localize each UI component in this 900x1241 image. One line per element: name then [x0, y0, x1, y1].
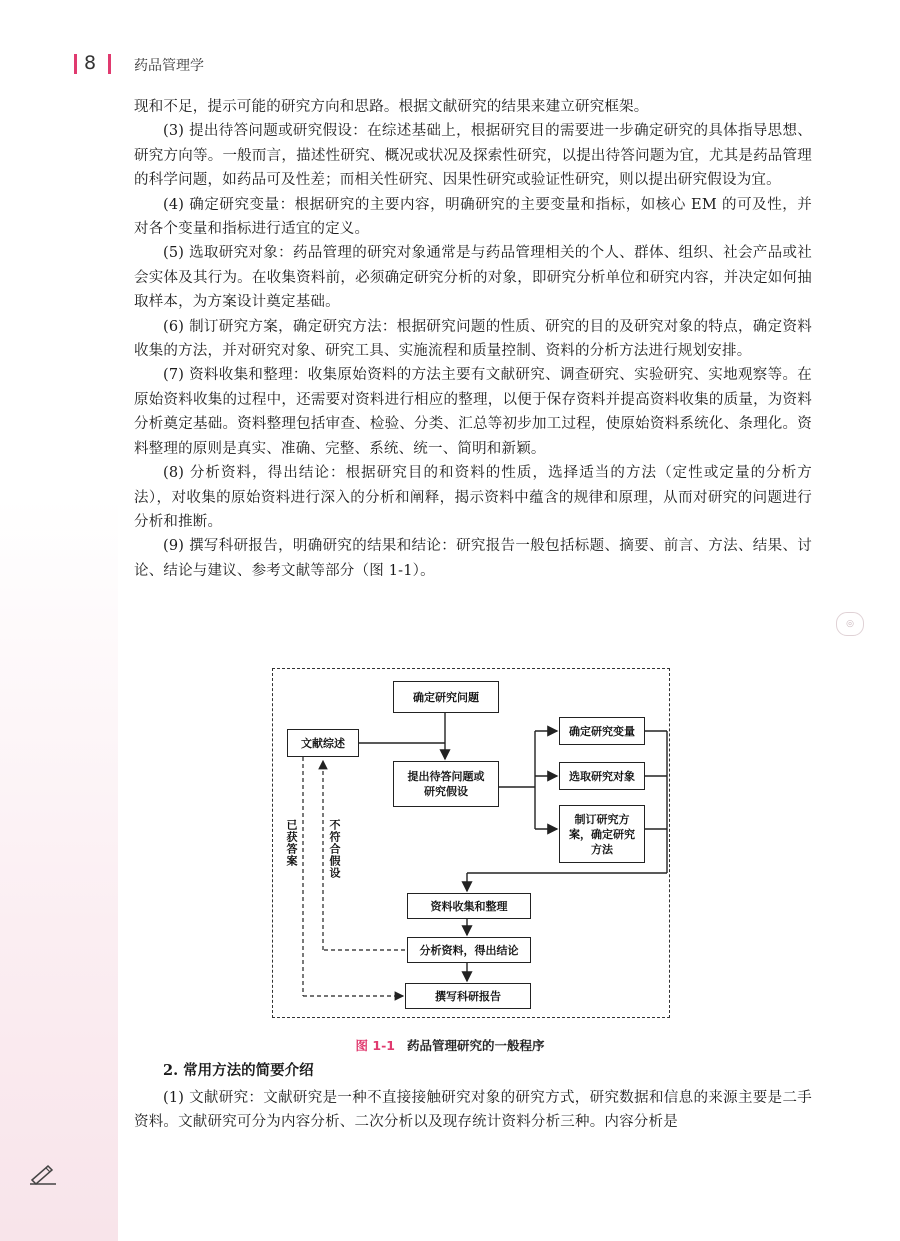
page-number: 8: [84, 52, 97, 74]
pen-icon: [26, 1162, 64, 1188]
page-margin-tint: [0, 0, 118, 1241]
body-text: [134, 95, 812, 583]
header-bar-left: [74, 54, 77, 74]
box-subjects: 选取研究对象: [559, 762, 645, 790]
box-define-problem: 确定研究问题: [393, 681, 499, 713]
book-title: 药品管理学: [134, 58, 204, 74]
box-plan: 制订研究方案，确定研究方法: [559, 805, 645, 863]
paragraph: (3) 提出待答问题或研究假设：在综述基础上，根据研究目的需要进一步确定研究的具体指导思想、研究方向等。一般而言，描述性研究、概况或状况及探索性研究，以提出待答问题为宜，尤其是药品管理的科学问题，如药品可及性差；而相关性研究、因果性研究或验证性研究，则以提出研究假设为宜。: [134, 123, 812, 189]
box-variables: 确定研究变量: [559, 717, 645, 745]
paragraph: (1) 文献研究：文献研究是一种不直接接触研究对象的研究方式，研究数据和信息的来源主要是二手资料。文献研究可分为内容分析、二次分析以及现存统计资料分析三种。内容分析是: [134, 1090, 812, 1131]
figure-1-1: [272, 668, 670, 1018]
side-badge-icon: ◎: [836, 612, 864, 636]
running-header: [0, 52, 900, 76]
paragraph: (5) 选取研究对象：药品管理的研究对象通常是与药品管理相关的个人、群体、组织、社会产品或社会实体及其行为。在收集资料前，必须确定研究分析的对象，即研究分析单位和研究内容，并决定如何抽取样本，为方案设计奠定基础。: [134, 245, 812, 311]
header-bar-right: [108, 54, 111, 74]
box-analyze: 分析资料，得出结论: [407, 937, 531, 963]
box-report: 撰写科研报告: [405, 983, 531, 1009]
paragraph: (8) 分析资料，得出结论：根据研究目的和资料的性质，选择适当的方法（定性或定量的分析方法），对收集的原始资料进行深入的分析和阐释，揭示资料中蕴含的规律和原理，从而对研究的问题进行分析和推断。: [134, 465, 812, 530]
paragraph: (4) 确定研究变量：根据研究的主要内容，明确研究的主要变量和指标，如核心 EM 的可及性，并对各个变量和指标进行适宜的定义。: [134, 196, 812, 238]
box-collect: 资料收集和整理: [407, 893, 531, 919]
paragraph: 现和不足，提示可能的研究方向和思路。根据文献研究的结果来建立研究框架。: [134, 99, 649, 115]
figure-caption: [0, 1036, 900, 1054]
figure-caption-title: 药品管理研究的一般程序: [406, 1038, 545, 1053]
label-not-fit: 不符合假设: [328, 819, 341, 879]
box-hypothesis: 提出待答问题或研究假设: [393, 761, 499, 807]
paragraph: (9) 撰写科研报告，明确研究的结果和结论：研究报告一般包括标题、摘要、前言、方法、结果、讨论、结论与建议、参考文献等部分（图 1-1）。: [134, 538, 812, 579]
section-2: [134, 1059, 812, 1135]
section-heading: 2. 常用方法的简要介绍: [163, 1062, 314, 1079]
box-literature-review: 文献综述: [287, 729, 359, 757]
figure-caption-number: 图 1-1: [355, 1038, 395, 1053]
paragraph: (7) 资料收集和整理：收集原始资料的方法主要有文献研究、调查研究、实验研究、实地观察等。在原始资料收集的过程中，还需要对资料进行相应的整理，以便于保存资料并提高资料收集的质量，为资料分析奠定基础。资料整理包括审查、检验、分类、汇总等初步加工过程，使原始资料系统化、条理化。资料整理的原则是真实、准确、完整、系统、统一、简明和新颖。: [134, 367, 812, 457]
label-answered: 已获答案: [285, 819, 298, 867]
paragraph: (6) 制订研究方案，确定研究方法：根据研究问题的性质、研究的目的及研究对象的特点，确定资料收集的方法，并对研究对象、研究工具、实施流程和质量控制、资料的分析方法进行规划安排。: [134, 318, 812, 360]
